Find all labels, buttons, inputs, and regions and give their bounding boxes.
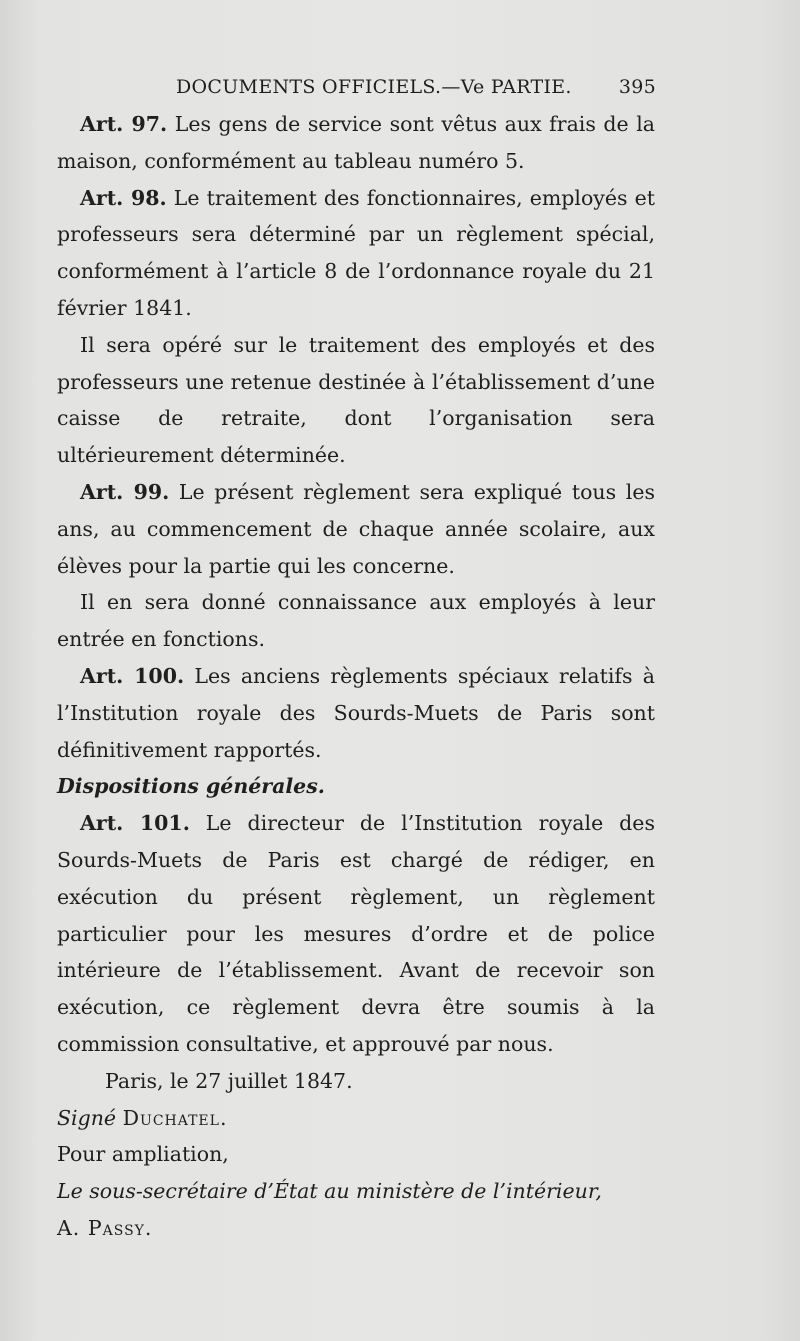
official-name: A. Passy. [57, 1215, 153, 1240]
article-text: Le présent règlement sera expliqué tous les ans, au commencement de chaque année scolaire, aux élèves pour la partie qui les concerne. [57, 479, 655, 578]
article-text: Le traitement des fonctionnaires, employés et professeurs sera déterminé par un règlement spécial, conformément à l’article 8 de l’ordonnance royale du 21 février 1841. [57, 185, 655, 320]
ampliation: Pour ampliation, [57, 1142, 229, 1167]
article-99 [57, 474, 655, 584]
signed-label: Signé [57, 1105, 117, 1130]
page-header [58, 76, 656, 102]
article-label: Art. 97. [80, 112, 168, 136]
document-body [57, 106, 655, 1247]
paragraph-retenue: Il sera opéré sur le traitement des employés et des professeurs une retenue destinée à l’établissement d’une caisse de retraite, dont l’organisation sera ultérieurement déterminée. [57, 332, 655, 468]
dateline: Paris, le 27 juillet 1847. [105, 1068, 353, 1093]
official-title: Le sous-secrétaire d’État au ministère de l’intérieur, [57, 1179, 602, 1204]
running-title: DOCUMENTS OFFICIELS.—Ve PARTIE. [176, 76, 572, 98]
article-label: Art. 98. [80, 185, 167, 210]
article-100 [57, 658, 655, 768]
article-label: Art. 100. [80, 663, 185, 688]
article-label: Art. 101. [80, 811, 190, 836]
article-label: Art. 99. [80, 479, 170, 504]
article-97 [57, 106, 655, 180]
article-text: Le directeur de l’Institution royale des Sourds-Muets de Paris est chargé de rédiger, en exécution du présent règlement, un règlement particulier pour les mesures d’ordre et de police intérieure de l’établissement. Avant de recevoir son exécution, ce règlement devra être soumis à la commission consultative, et approuvé par nous. [57, 811, 655, 1056]
article-text: Les anciens règlements spéciaux relatifs à l’Institution royale des Sourds-Muets de Paris sont définitivement rapportés. [57, 663, 655, 762]
article-text: Les gens de service sont vêtus aux frais de la maison, conformément au tableau numéro 5. [57, 112, 655, 173]
signed-name: Duchatel. [122, 1105, 228, 1130]
page-number: 395 [618, 76, 656, 98]
signature-line [57, 1100, 655, 1137]
article-101 [57, 805, 655, 1063]
section-heading: Dispositions générales. [57, 774, 325, 799]
article-98 [57, 180, 655, 327]
paragraph-connaissance: Il en sera donné connaissance aux employés à leur entrée en fonctions. [57, 590, 655, 652]
